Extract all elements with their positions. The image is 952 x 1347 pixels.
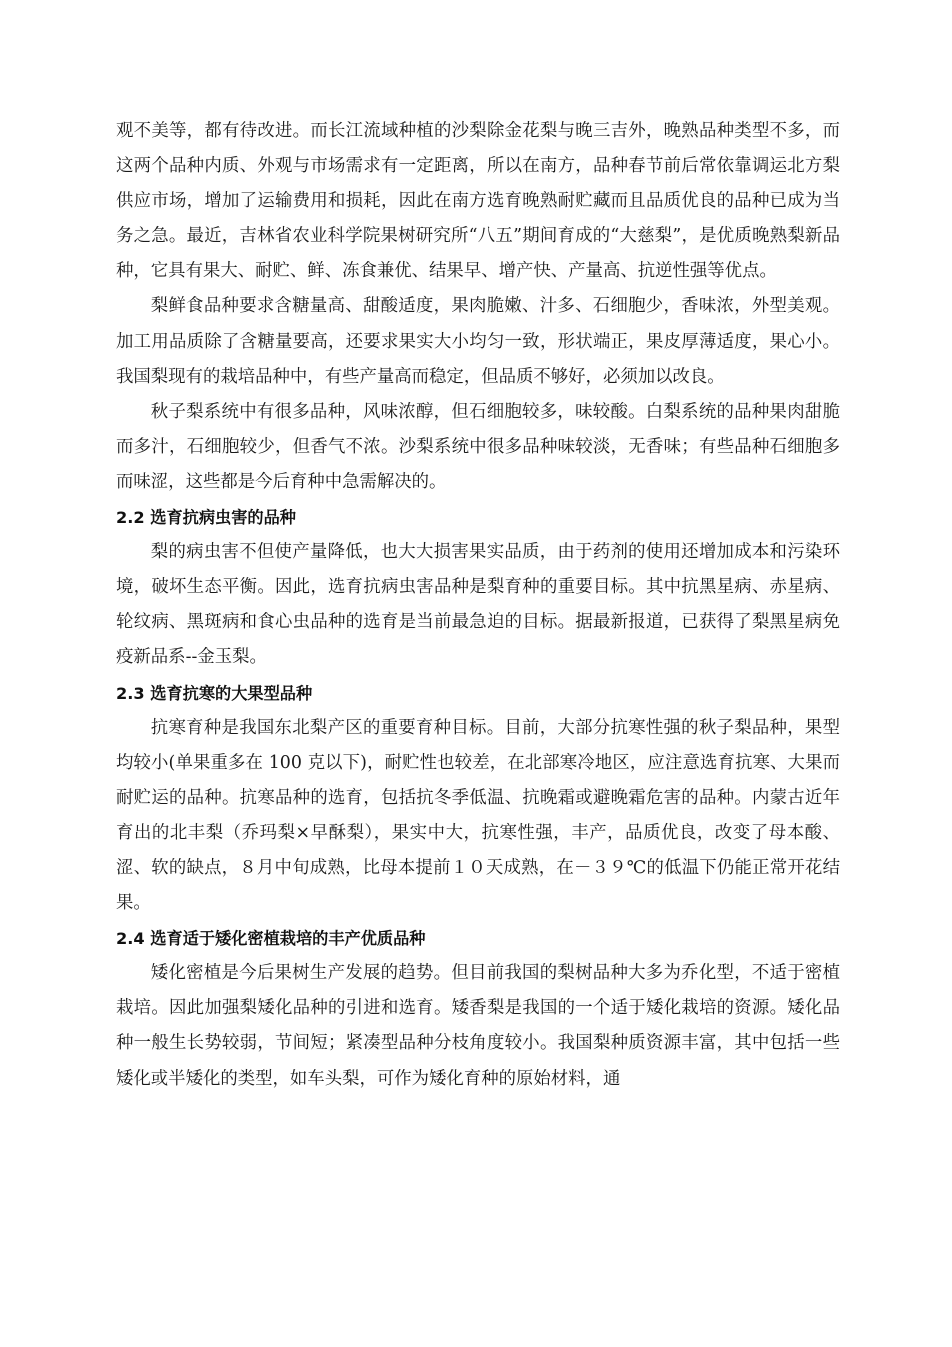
section-heading: 2.4 选育适于矮化密植栽培的丰产优质品种	[116, 929, 426, 949]
body-paragraph: 梨鲜食品种要求含糖量高、甜酸适度，果肉脆嫩、汁多、石细胞少，香味浓，外型美观。加工用品质除了含糖量要高，还要求果实大小均匀一致，形状端正，果皮厚薄适度，果心小。我国梨现有的栽培品种中，有些产量高而稳定，但品质不够好，必须加以改良。	[116, 296, 840, 387]
document-page	[116, 114, 840, 1097]
section-paragraph: 抗寒育种是我国东北梨产区的重要育种目标。目前，大部分抗寒性强的秋子梨品种，果型均较小(单果重多在 100 克以下)，耐贮性也较差，在北部寒冷地区，应注意选育抗寒、大果而耐贮运的品种。抗寒品种的选育，包括抗冬季低温、抗晚霜或避晚霜危害的品种。内蒙古近年育出的北丰梨（乔玛梨×早酥梨），果实中大，抗寒性强，丰产，品质优良，改变了母本酸、涩、软的缺点，８月中旬成熟，比母本提前１０天成熟，在－３９℃的低温下仍能正常开花结果。	[116, 717, 840, 914]
section-paragraph: 矮化密植是今后果树生产发展的趋势。但目前我国的梨树品种大多为乔化型，不适于密植栽培。因此加强梨矮化品种的引进和选育。矮香梨是我国的一个适于矮化栽培的资源。矮化品种一般生长势较弱，节间短；紧凑型品种分枝角度较小。我国梨种质资源丰富，其中包括一些矮化或半矮化的类型，如车头梨，可作为矮化育种的原始材料，通	[116, 963, 840, 1089]
body-paragraph: 观不美等，都有待改进。而长江流域种植的沙梨除金花梨与晚三吉外，晚熟品种类型不多，而这两个品种内质、外观与市场需求有一定距离，所以在南方，品种春节前后常依靠调运北方梨供应市场，增加了运输费用和损耗，因此在南方选育晚熟耐贮藏而且品质优良的品种已成为当务之急。最近，吉林省农业科学院果树研究所“八五”期间育成的“大慈梨”，是优质晚熟梨新品种，它具有果大、耐贮、鲜、冻食兼优、结果早、增产快、产量高、抗逆性强等优点。	[116, 121, 840, 282]
section-heading: 2.3 选育抗寒的大果型品种	[116, 683, 313, 703]
section-paragraph: 梨的病虫害不但使产量降低，也大大损害果实品质，由于药剂的使用还增加成本和污染环境，破坏生态平衡。因此，选育抗病虫害品种是梨育种的重要目标。其中抗黑星病、赤星病、轮纹病、黑斑病和食心虫品种的选育是当前最急迫的目标。据最新报道，已获得了梨黑星病免疫新品系--金玉梨。	[116, 542, 840, 668]
body-paragraph: 秋子梨系统中有很多品种，风味浓醇，但石细胞较多，味较酸。白梨系统的品种果肉甜脆而多汁，石细胞较少，但香气不浓。沙梨系统中很多品种味较淡，无香味；有些品种石细胞多而味涩，这些都是今后育种中急需解决的。	[116, 401, 840, 492]
section-heading: 2.2 选育抗病虫害的品种	[116, 508, 296, 528]
